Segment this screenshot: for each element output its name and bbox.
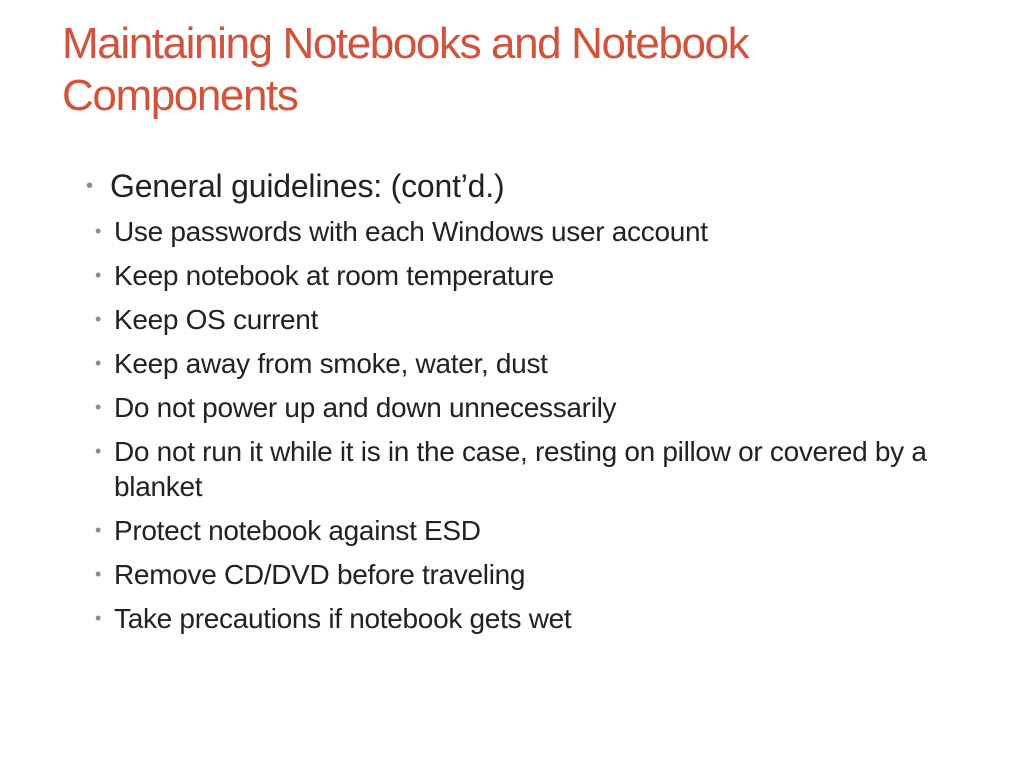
sub-bullet-text: Do not power up and down unnecessarily bbox=[114, 392, 617, 423]
sub-bullet-item bbox=[62, 601, 974, 636]
bullet-dot-icon: • bbox=[95, 397, 102, 417]
bullet-dot-icon: • bbox=[95, 441, 102, 461]
sub-bullet-item bbox=[62, 302, 974, 337]
bullet-dot-icon: • bbox=[95, 353, 102, 373]
main-bullet-item bbox=[62, 166, 962, 206]
bullet-dot-icon: • bbox=[95, 520, 102, 540]
slide-title-line-2: Components bbox=[62, 71, 298, 120]
bullet-dot-icon: • bbox=[86, 175, 93, 197]
bullet-dot-icon: • bbox=[95, 265, 102, 285]
bullet-dot-icon: • bbox=[95, 309, 102, 329]
sub-bullet-text: Do not run it while it is in the case, resting on pillow or covered by a blanket bbox=[114, 436, 927, 502]
main-bullet-text: General guidelines: (cont’d.) bbox=[110, 168, 505, 204]
sub-bullet-item bbox=[62, 434, 974, 504]
sub-bullet-text: Take precautions if notebook gets wet bbox=[114, 603, 572, 634]
sub-bullet-text: Keep away from smoke, water, dust bbox=[114, 348, 548, 379]
sub-bullet-list bbox=[62, 214, 962, 636]
slide-body bbox=[62, 166, 962, 645]
sub-bullet-item bbox=[62, 390, 974, 425]
bullet-dot-icon: • bbox=[95, 221, 102, 241]
sub-bullet-text: Protect notebook against ESD bbox=[114, 515, 481, 546]
sub-bullet-item bbox=[62, 513, 974, 548]
slide-title-line-1: Maintaining Notebooks and Notebook bbox=[62, 19, 749, 68]
sub-bullet-item bbox=[62, 346, 974, 381]
sub-bullet-item bbox=[62, 258, 974, 293]
bullet-dot-icon: • bbox=[95, 564, 102, 584]
sub-bullet-text: Keep OS current bbox=[114, 304, 319, 335]
sub-bullet-text: Keep notebook at room temperature bbox=[114, 260, 554, 291]
sub-bullet-text: Remove CD/DVD before traveling bbox=[114, 559, 526, 590]
bullet-dot-icon: • bbox=[95, 608, 102, 628]
slide-title bbox=[62, 18, 962, 122]
sub-bullet-item bbox=[62, 214, 974, 249]
sub-bullet-text: Use passwords with each Windows user account bbox=[114, 216, 708, 247]
sub-bullet-item bbox=[62, 557, 974, 592]
